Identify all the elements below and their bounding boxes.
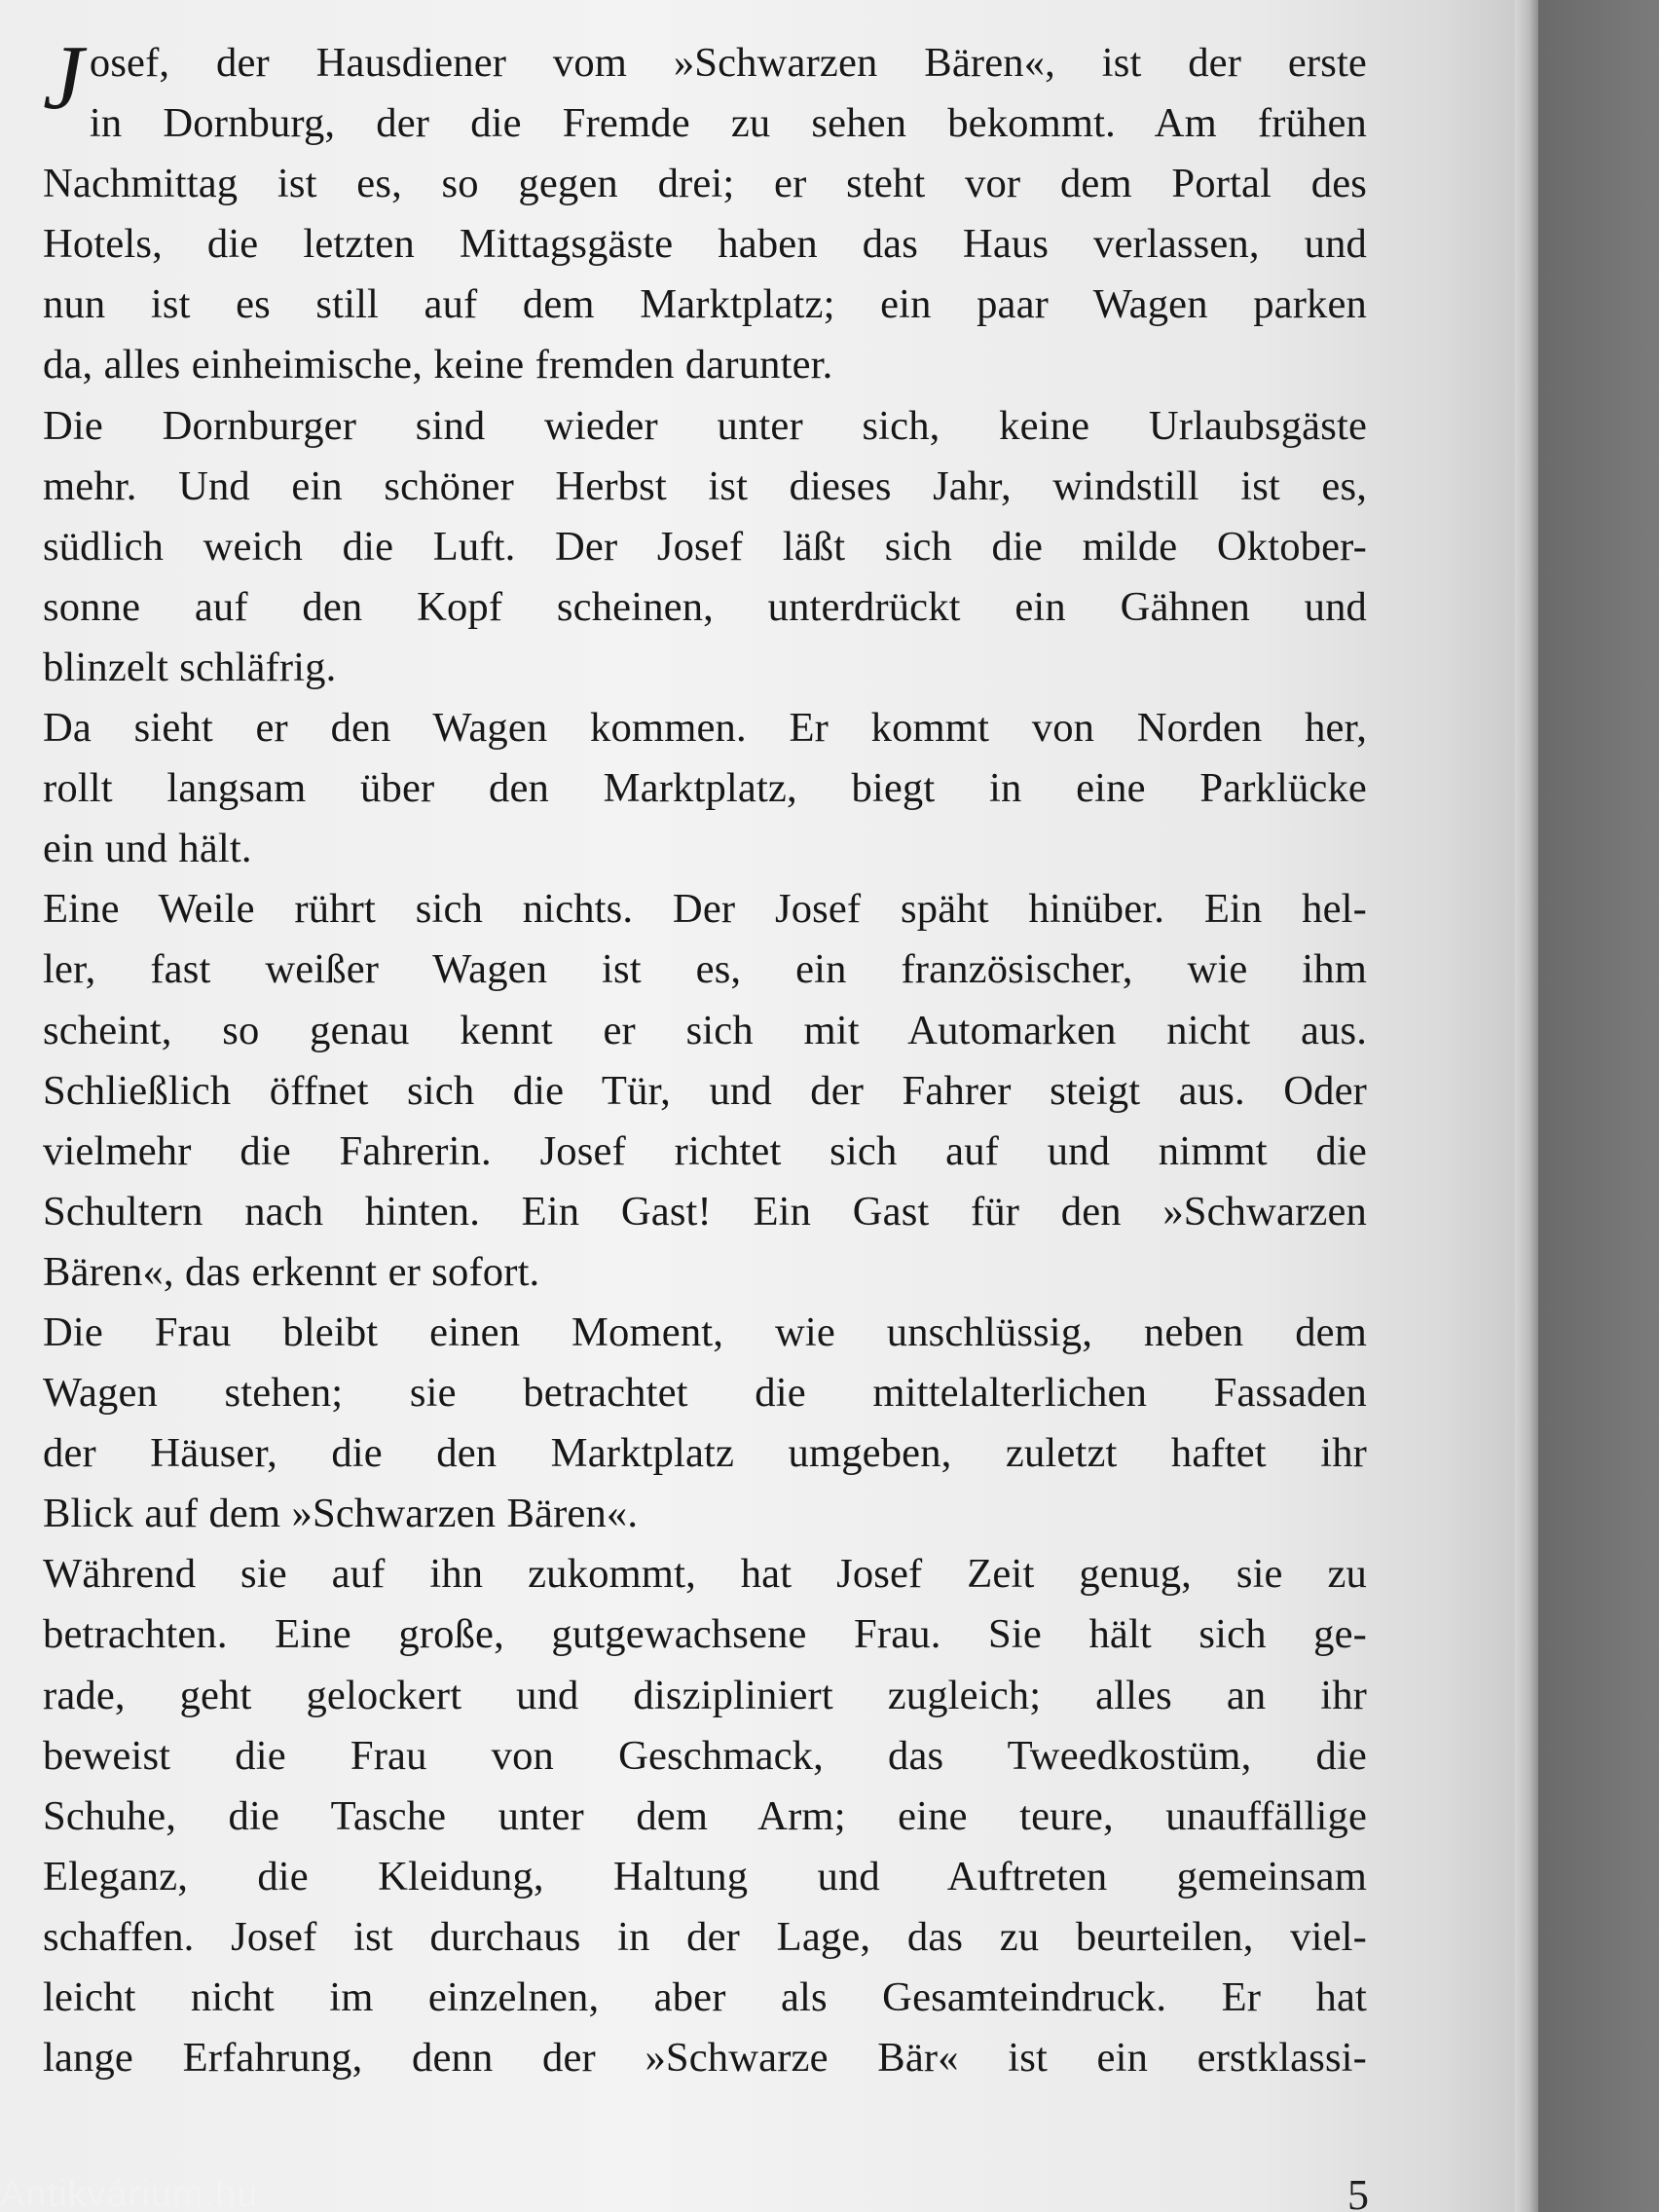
text-line-23: Wagen stehen; sie betrachtet die mittelalterlichen Fassaden xyxy=(43,1370,1367,1417)
text-line-16: ler, fast weißer Wagen ist es, ein französischer, wie ihm xyxy=(43,946,1367,993)
text-line-11: blinzelt schläfrig. xyxy=(43,644,337,690)
text-line-07: Die Dornburger sind wieder unter sich, keine Urlaubsgäste xyxy=(43,402,1367,449)
text-line-22: Die Frau bleibt einen Moment, wie unschlüssig, neben dem xyxy=(43,1309,1367,1355)
text-line-33: leicht nicht im einzelnen, aber als Gesamteindruck. Er hat xyxy=(43,1974,1367,2020)
text-line-26: Während sie auf ihn zukommt, hat Josef Zeit genug, sie zu xyxy=(43,1551,1367,1598)
text-line-28: rade, geht gelockert und diszipliniert zugleich; alles an ihr xyxy=(43,1672,1367,1718)
text-line-31: Eleganz, die Kleidung, Haltung und Auftreten gemeinsam xyxy=(43,1853,1367,1899)
text-line-25: Blick auf dem »Schwarzen Bären«. xyxy=(43,1491,639,1537)
text-line-08: mehr. Und ein schöner Herbst ist dieses Jahr, windstill ist es, xyxy=(43,462,1367,509)
text-line-34: lange Erfahrung, denn der »Schwarze Bär« ist ein erstklassi- xyxy=(43,2035,1367,2082)
text-line-24: der Häuser, die den Marktplatz umgeben, zuletzt haftet ihr xyxy=(43,1430,1367,1477)
text-line-18: Schließlich öffnet sich die Tür, und der Fahrer steigt aus. Oder xyxy=(43,1067,1367,1114)
text-line-32: schaffen. Josef ist durchaus in der Lage, das zu beurteilen, viel- xyxy=(43,1913,1367,1960)
text-line-29: beweist die Frau von Geschmack, das Tweedkostüm, die xyxy=(43,1732,1367,1779)
text-line-03: Nachmittag ist es, so gegen drei; er steht vor dem Portal des xyxy=(43,161,1367,207)
text-line-19: vielmehr die Fahrerin. Josef richtet sich auf und nimmt die xyxy=(43,1127,1367,1174)
text-line-20: Schultern nach hinten. Ein Gast! Ein Gast für den »Schwarzen xyxy=(43,1188,1367,1235)
text-line-02: in Dornburg, der die Fremde zu sehen bekommt. Am frühen xyxy=(89,100,1367,147)
text-line-21: Bären«, das erkennt er sofort. xyxy=(43,1248,540,1295)
body-text xyxy=(43,27,1367,2088)
backdrop-right xyxy=(1538,0,1659,2212)
text-line-14: ein und hält. xyxy=(43,826,252,872)
text-line-05: nun ist es still auf dem Marktplatz; ein paar Wagen parken xyxy=(43,281,1367,328)
watermark-text: Antikvárium.hu xyxy=(0,2177,259,2212)
text-line-01: osef, der Hausdiener vom »Schwarzen Bären«, ist der erste xyxy=(89,40,1367,86)
page-number: 5 xyxy=(1347,2171,1369,2212)
drop-cap: J xyxy=(43,27,84,129)
text-line-15: Eine Weile rührt sich nichts. Der Josef späht hinüber. Ein hel- xyxy=(43,886,1367,933)
text-line-10: sonne auf den Kopf scheinen, unterdrückt ein Gähnen und xyxy=(43,583,1367,630)
text-line-04: Hotels, die letzten Mittagsgäste haben das Haus verlassen, und xyxy=(43,221,1367,268)
text-line-17: scheint, so genau kennt er sich mit Automarken nicht aus. xyxy=(43,1007,1367,1053)
text-line-13: rollt langsam über den Marktplatz, biegt in eine Parklücke xyxy=(43,765,1367,812)
text-line-27: betrachten. Eine große, gutgewachsene Frau. Sie hält sich ge- xyxy=(43,1611,1367,1658)
text-line-09: südlich weich die Luft. Der Josef läßt sich die milde Oktober- xyxy=(43,523,1367,570)
text-line-12: Da sieht er den Wagen kommen. Er kommt von Norden her, xyxy=(43,705,1367,752)
page-edge-shadow xyxy=(1515,0,1538,2212)
text-line-06: da, alles einheimische, keine fremden darunter. xyxy=(43,342,833,388)
text-line-30: Schuhe, die Tasche unter dem Arm; eine teure, unauffällige xyxy=(43,1792,1367,1839)
